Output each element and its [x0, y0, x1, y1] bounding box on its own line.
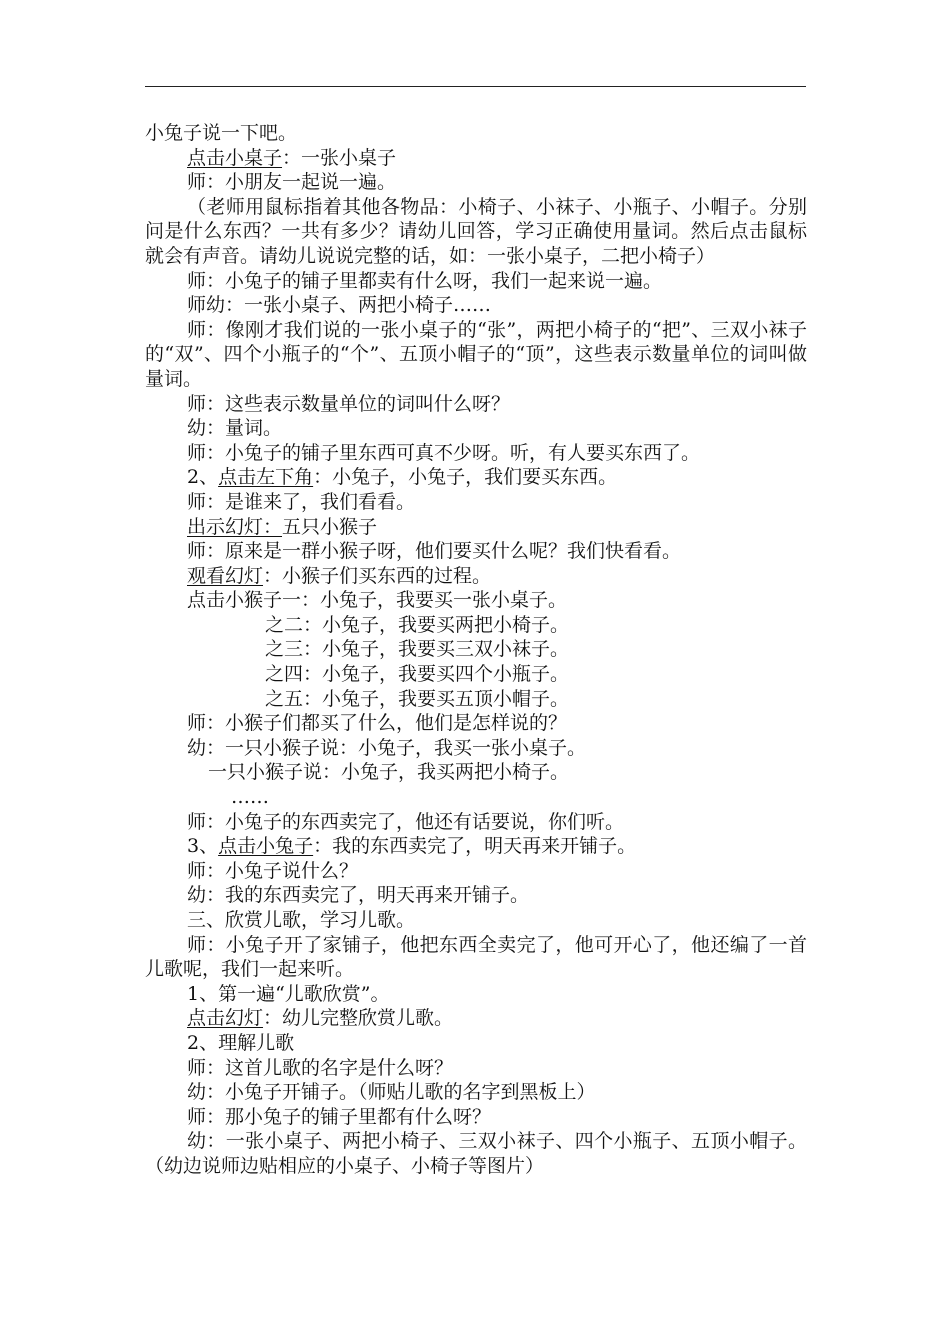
- underlined-action: 点击小桌子: [187, 146, 283, 169]
- text-line: 点击小猴子一：小兔子，我要买一张小桌子。: [187, 589, 568, 612]
- text-line: 师：小兔子说什么？: [187, 859, 359, 882]
- underlined-action: 观看幻灯: [187, 564, 264, 587]
- text-line: 师：小兔子的铺子里都卖有什么呀，我们一起来说一遍。: [187, 269, 663, 292]
- text-line: 1、第一遍“儿歌欣赏”。: [187, 982, 390, 1005]
- text-line: 小兔子说一下吧。: [145, 122, 298, 144]
- underlined-action: 点击小兔子: [218, 835, 314, 858]
- text-line: 师幼：一张小桌子、两把小椅子……: [187, 294, 492, 317]
- text-line: 3、点击小兔子：我的东西卖完了，明天再来开铺子。: [187, 835, 637, 858]
- text-line: 幼：小兔子开铺子。（师贴儿歌的名字到黑板上）: [187, 1081, 596, 1104]
- text-line: 师：小朋友一起说一遍。: [187, 171, 397, 194]
- text-line: 师：这些表示数量单位的词叫什么呀？: [187, 392, 511, 415]
- underlined-action: 点击幻灯: [187, 1007, 264, 1030]
- text-line: 观看幻灯：小猴子们买东西的过程。: [187, 564, 492, 587]
- text-line: 师：这首儿歌的名字是什么呀？: [187, 1056, 454, 1079]
- text-line: 点击幻灯：幼儿完整欣赏儿歌。: [187, 1007, 454, 1030]
- text-line: 之三：小兔子，我要买三双小袜子。: [265, 638, 570, 661]
- underlined-action: 点击左下角: [218, 466, 314, 489]
- text-line: 师：那小兔子的铺子里都有什么呀？: [187, 1105, 492, 1128]
- document-body: [145, 121, 807, 1179]
- text-line: 师：小兔子的东西卖完了，他还有话要说，你们听。: [187, 810, 625, 833]
- header-rule: [145, 86, 806, 87]
- text-line: 幼：一只小猴子说：小兔子，我买一张小桌子。: [187, 736, 587, 759]
- text-line: 点击小桌子：一张小桌子: [187, 146, 397, 169]
- paragraph: 幼：一张小桌子、两把小椅子、三双小袜子、四个小瓶子、五顶小帽子。（幼边说师边贴相应的小桌子、小椅子等图片）: [145, 1130, 807, 1177]
- text-line: 三、欣赏儿歌，学习儿歌。: [187, 909, 416, 931]
- text-line: 师：小猴子们都买了什么，他们是怎样说的？: [187, 712, 568, 735]
- text-line: 出示幻灯：五只小猴子: [187, 515, 378, 538]
- underlined-action: 出示幻灯：: [187, 515, 283, 538]
- text-line: 幼：量词。: [187, 417, 283, 440]
- paragraph: （老师用鼠标指着其他各物品：小椅子、小袜子、小瓶子、小帽子。分别问是什么东西？一共有多少？请幼儿回答，学习正确使用量词。然后点击鼠标就会有声音。请幼儿说说完整的话，如：一张小桌子，二把小椅子）: [145, 195, 807, 267]
- text-line: 之五：小兔子，我要买五顶小帽子。: [265, 687, 570, 710]
- text-line: 师：小兔子的铺子里东西可真不少呀。听，有人要买东西了。: [187, 441, 701, 464]
- text-line: 2、点击左下角：小兔子，小兔子，我们要买东西。: [187, 466, 618, 489]
- text-line: 一只小猴子说：小兔子，我买两把小椅子。: [208, 761, 570, 784]
- paragraph: 师：像刚才我们说的一张小桌子的“张”，两把小椅子的“把”、三双小袜子的“双”、四个小瓶子的“个”、五顶小帽子的“顶”，这些表示数量单位的词叫做量词。: [145, 318, 807, 390]
- text-line: 之四：小兔子，我要买四个小瓶子。: [265, 663, 570, 686]
- paragraph: 师：小兔子开了家铺子，他把东西全卖完了，他可开心了，他还编了一首儿歌呢，我们一起来听。: [145, 933, 807, 981]
- text-line: ……: [231, 786, 269, 809]
- text-line: 师：原来是一群小猴子呀，他们要买什么呢？我们快看看。: [187, 540, 682, 563]
- text-line: 之二：小兔子，我要买两把小椅子。: [265, 613, 570, 636]
- text-line: 2、理解儿歌: [187, 1031, 295, 1054]
- text-line: 幼：我的东西卖完了，明天再来开铺子。: [187, 884, 530, 907]
- text-line: 师：是谁来了，我们看看。: [187, 490, 416, 513]
